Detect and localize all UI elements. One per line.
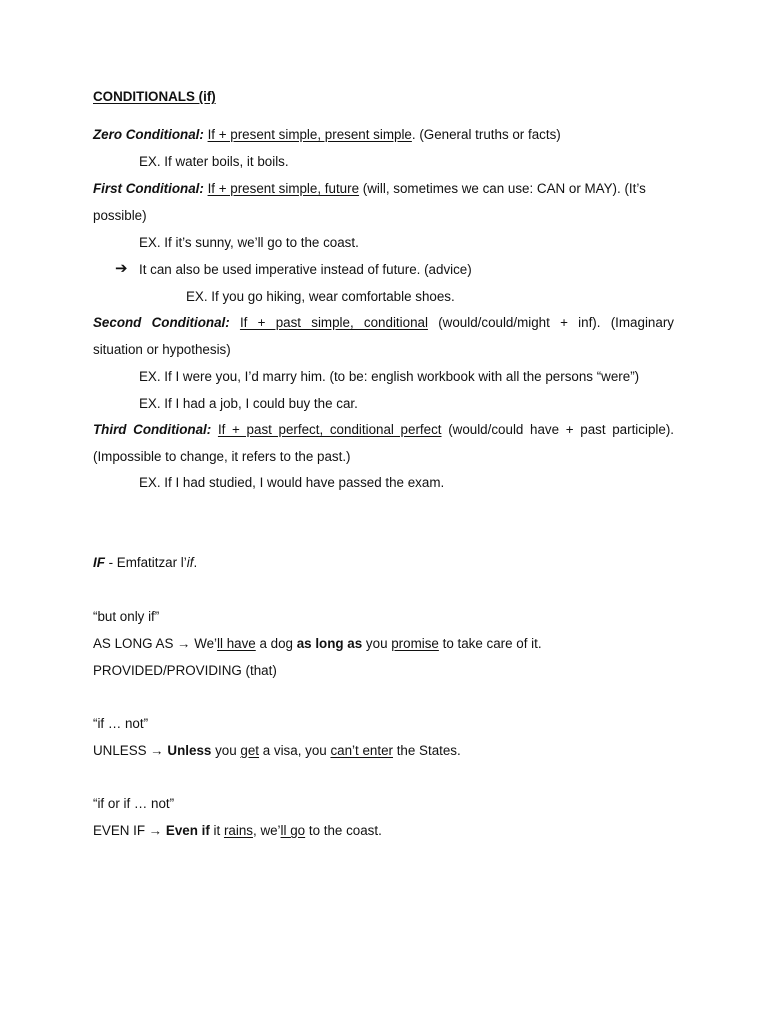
second-conditional-line bbox=[93, 314, 674, 332]
even-if-text-2: it bbox=[209, 823, 224, 838]
second-example-2: EX. If I had a job, I could buy the car. bbox=[139, 396, 358, 411]
as-long-as-underline-1: ll have bbox=[217, 636, 256, 651]
zero-label: Zero Conditional: bbox=[93, 127, 204, 142]
title-text: CONDITIONALS (if) bbox=[93, 89, 216, 104]
as-long-as-text-2: a dog bbox=[255, 636, 297, 651]
but-only-if-heading: “but only if” bbox=[93, 609, 160, 624]
first-note: It can also be used imperative instead of future. (advice) bbox=[139, 262, 472, 277]
second-desc: (would/could/might + inf). (Imaginary bbox=[438, 315, 674, 330]
first-conditional-line bbox=[93, 180, 674, 198]
second-desc-line2: situation or hypothesis) bbox=[93, 342, 231, 357]
third-formula: If + past perfect, conditional perfect bbox=[217, 422, 442, 437]
arrow-icon: ➔ bbox=[115, 260, 128, 277]
unless-bold: Unless bbox=[167, 743, 212, 758]
zero-example: EX. If water boils, it boils. bbox=[139, 154, 289, 169]
second-formula: If + past simple, conditional bbox=[239, 315, 428, 330]
third-label: Third Conditional: bbox=[93, 422, 212, 437]
as-long-as-text-4: to take care of it. bbox=[438, 636, 542, 651]
even-if-bold: Even if bbox=[165, 823, 210, 838]
provided-line: PROVIDED/PROVIDING (that) bbox=[93, 663, 277, 678]
even-if-line bbox=[93, 822, 674, 840]
unless-underline-2: can’t enter bbox=[330, 743, 393, 758]
unless-text-4: the States. bbox=[392, 743, 461, 758]
unless-text: UNLESS → bbox=[93, 743, 168, 758]
unless-text-2: you bbox=[211, 743, 241, 758]
third-example: EX. If I had studied, I would have passed the exam. bbox=[139, 475, 445, 490]
unless-line bbox=[93, 742, 674, 760]
even-if-text: EVEN IF → bbox=[93, 823, 166, 838]
first-desc: (will, sometimes we can use: CAN or MAY). (It’s bbox=[362, 181, 646, 196]
if-label: IF bbox=[93, 555, 105, 570]
third-desc-line2: (Impossible to change, it refers to the past.) bbox=[93, 449, 351, 464]
unless-underline-1: get bbox=[240, 743, 259, 758]
first-label: First Conditional: bbox=[93, 181, 204, 196]
unless-text-3: a visa, you bbox=[259, 743, 331, 758]
document-title bbox=[93, 88, 674, 106]
third-desc: (would/could have + past participle). bbox=[448, 422, 674, 437]
as-long-as-text: AS LONG AS → We’ bbox=[93, 636, 218, 651]
if-not-heading: “if … not” bbox=[93, 716, 149, 731]
as-long-as-text-3: you bbox=[362, 636, 392, 651]
second-example-1: EX. If I were you, I’d marry him. (to be: english workbook with all the persons “were”) bbox=[139, 369, 640, 384]
zero-desc: . (General truths or facts) bbox=[411, 127, 561, 142]
first-formula: If + present simple, future bbox=[207, 181, 360, 196]
first-example: EX. If it’s sunny, we’ll go to the coast. bbox=[139, 235, 359, 250]
if-text: - Emfatitzar l’ bbox=[104, 555, 187, 570]
as-long-as-bold: as long as bbox=[296, 636, 363, 651]
even-if-text-3: , we’ bbox=[253, 823, 281, 838]
even-if-underline-1: rains bbox=[223, 823, 253, 838]
third-conditional-line bbox=[93, 421, 674, 439]
first-note-example: EX. If you go hiking, wear comfortable shoes. bbox=[186, 289, 455, 304]
if-emphasis-line bbox=[93, 554, 674, 572]
as-long-as-underline-2: promise bbox=[391, 636, 439, 651]
first-desc-line2: possible) bbox=[93, 208, 147, 223]
if-word: if bbox=[186, 555, 194, 570]
even-if-underline-2: ll go bbox=[280, 823, 306, 838]
zero-formula: If + present simple, present simple bbox=[207, 127, 412, 142]
second-label: Second Conditional: bbox=[93, 315, 230, 330]
as-long-as-line bbox=[93, 635, 674, 653]
even-if-text-4: to the coast. bbox=[305, 823, 382, 838]
if-or-if-not-heading: “if or if … not” bbox=[93, 796, 175, 811]
zero-conditional-line bbox=[93, 126, 674, 144]
if-period: . bbox=[193, 555, 198, 570]
